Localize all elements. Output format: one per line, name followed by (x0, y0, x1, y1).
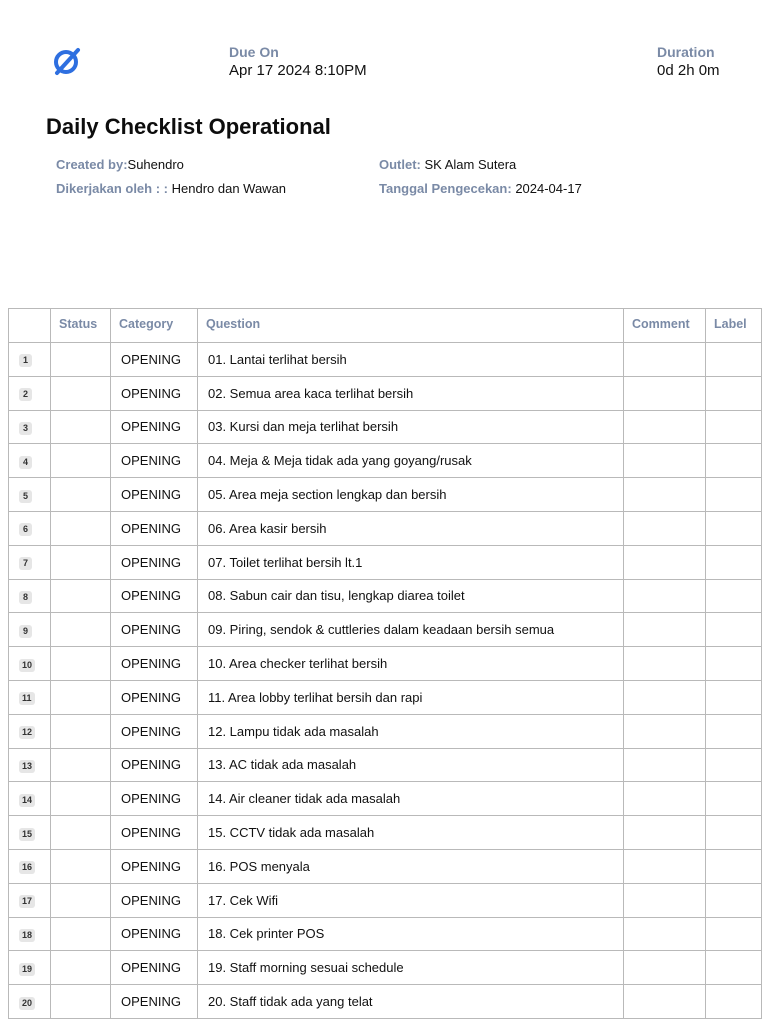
question-cell: 18. Cek printer POS (198, 917, 624, 951)
table-row (9, 478, 762, 512)
status-cell (51, 410, 111, 444)
comment-cell (624, 782, 706, 816)
status-cell (51, 917, 111, 951)
row-number-badge: 3 (19, 422, 32, 435)
status-cell (51, 343, 111, 377)
column-header-question: Question (198, 309, 624, 343)
row-number-badge: 17 (19, 895, 35, 908)
category-cell: OPENING (111, 917, 198, 951)
label-cell (706, 849, 762, 883)
column-header-label: Label (706, 309, 762, 343)
checklist-table (8, 308, 762, 1019)
row-number-badge: 2 (19, 388, 32, 401)
question-cell: 03. Kursi dan meja terlihat bersih (198, 410, 624, 444)
row-number-cell (9, 714, 51, 748)
row-number-cell (9, 343, 51, 377)
table-row (9, 917, 762, 951)
column-header-number (9, 309, 51, 343)
comment-cell (624, 410, 706, 444)
category-cell: OPENING (111, 883, 198, 917)
category-cell: OPENING (111, 579, 198, 613)
row-number-badge: 4 (19, 456, 32, 469)
row-number-badge: 19 (19, 963, 35, 976)
table-row (9, 680, 762, 714)
row-number-cell (9, 478, 51, 512)
comment-cell (624, 478, 706, 512)
status-cell (51, 444, 111, 478)
question-cell: 01. Lantai terlihat bersih (198, 343, 624, 377)
status-cell (51, 748, 111, 782)
duration-value: 0d 2h 0m (657, 62, 720, 79)
status-cell (51, 680, 111, 714)
question-cell: 15. CCTV tidak ada masalah (198, 816, 624, 850)
check-date-info (379, 181, 582, 197)
row-number-cell (9, 613, 51, 647)
status-cell (51, 714, 111, 748)
row-number-badge: 7 (19, 557, 32, 570)
comment-cell (624, 917, 706, 951)
row-number-cell (9, 376, 51, 410)
label-cell (706, 343, 762, 377)
row-number-cell (9, 444, 51, 478)
question-cell: 07. Toilet terlihat bersih lt.1 (198, 545, 624, 579)
category-cell: OPENING (111, 410, 198, 444)
row-number-cell (9, 410, 51, 444)
label-cell (706, 376, 762, 410)
question-cell: 06. Area kasir bersih (198, 511, 624, 545)
comment-cell (624, 343, 706, 377)
row-number-cell (9, 511, 51, 545)
row-number-badge: 16 (19, 861, 35, 874)
comment-cell (624, 748, 706, 782)
table-row (9, 951, 762, 985)
category-cell: OPENING (111, 376, 198, 410)
category-cell: OPENING (111, 478, 198, 512)
comment-cell (624, 579, 706, 613)
row-number-cell (9, 545, 51, 579)
row-number-badge: 9 (19, 625, 32, 638)
question-cell: 05. Area meja section lengkap dan bersih (198, 478, 624, 512)
label-cell (706, 511, 762, 545)
label-cell (706, 917, 762, 951)
row-number-cell (9, 917, 51, 951)
check-date-label: Tanggal Pengecekan: (379, 181, 512, 196)
row-number-badge: 8 (19, 591, 32, 604)
question-cell: 11. Area lobby terlihat bersih dan rapi (198, 680, 624, 714)
category-cell: OPENING (111, 951, 198, 985)
table-header-row (9, 309, 762, 343)
duration-block (657, 44, 720, 80)
status-cell (51, 883, 111, 917)
question-cell: 10. Area checker terlihat bersih (198, 647, 624, 681)
status-cell (51, 849, 111, 883)
comment-cell (624, 511, 706, 545)
row-number-cell (9, 849, 51, 883)
comment-cell (624, 680, 706, 714)
table-row (9, 849, 762, 883)
question-cell: 09. Piring, sendok & cuttleries dalam keadaan bersih semua (198, 613, 624, 647)
row-number-badge: 11 (19, 692, 35, 705)
label-cell (706, 985, 762, 1019)
category-cell: OPENING (111, 816, 198, 850)
comment-cell (624, 714, 706, 748)
question-cell: 17. Cek Wifi (198, 883, 624, 917)
comment-cell (624, 444, 706, 478)
row-number-badge: 10 (19, 659, 35, 672)
label-cell (706, 951, 762, 985)
row-number-cell (9, 985, 51, 1019)
category-cell: OPENING (111, 613, 198, 647)
row-number-cell (9, 579, 51, 613)
question-cell: 12. Lampu tidak ada masalah (198, 714, 624, 748)
row-number-badge: 1 (19, 354, 32, 367)
status-cell (51, 985, 111, 1019)
comment-cell (624, 985, 706, 1019)
comment-cell (624, 545, 706, 579)
row-number-badge: 5 (19, 490, 32, 503)
table-row (9, 376, 762, 410)
row-number-cell (9, 748, 51, 782)
status-cell (51, 816, 111, 850)
slashed-circle-logo-icon (52, 46, 82, 76)
row-number-cell (9, 680, 51, 714)
status-cell (51, 782, 111, 816)
table-row (9, 714, 762, 748)
row-number-badge: 20 (19, 997, 35, 1010)
table-row (9, 883, 762, 917)
label-cell (706, 545, 762, 579)
question-cell: 14. Air cleaner tidak ada masalah (198, 782, 624, 816)
table-row (9, 816, 762, 850)
row-number-cell (9, 782, 51, 816)
label-cell (706, 680, 762, 714)
table-row (9, 748, 762, 782)
created-by-info (56, 157, 184, 173)
table-row (9, 444, 762, 478)
comment-cell (624, 376, 706, 410)
category-cell: OPENING (111, 343, 198, 377)
due-on-value: Apr 17 2024 8:10PM (229, 62, 367, 79)
comment-cell (624, 613, 706, 647)
status-cell (51, 376, 111, 410)
due-on-label: Due On (229, 44, 279, 60)
label-cell (706, 410, 762, 444)
question-cell: 19. Staff morning sesuai schedule (198, 951, 624, 985)
table-row (9, 782, 762, 816)
status-cell (51, 545, 111, 579)
created-by-value: Suhendro (127, 157, 184, 172)
category-cell: OPENING (111, 714, 198, 748)
row-number-badge: 12 (19, 726, 35, 739)
category-cell: OPENING (111, 985, 198, 1019)
category-cell: OPENING (111, 748, 198, 782)
category-cell: OPENING (111, 782, 198, 816)
row-number-badge: 6 (19, 523, 32, 536)
status-cell (51, 579, 111, 613)
table-row (9, 511, 762, 545)
question-cell: 20. Staff tidak ada yang telat (198, 985, 624, 1019)
duration-label: Duration (657, 44, 715, 60)
column-header-status: Status (51, 309, 111, 343)
category-cell: OPENING (111, 444, 198, 478)
comment-cell (624, 951, 706, 985)
row-number-badge: 15 (19, 828, 35, 841)
question-cell: 04. Meja & Meja tidak ada yang goyang/rusak (198, 444, 624, 478)
outlet-info (379, 157, 516, 173)
created-by-label: Created by: (56, 157, 128, 172)
status-cell (51, 613, 111, 647)
label-cell (706, 478, 762, 512)
category-cell: OPENING (111, 680, 198, 714)
row-number-badge: 18 (19, 929, 35, 942)
label-cell (706, 816, 762, 850)
table-row (9, 647, 762, 681)
status-cell (51, 951, 111, 985)
question-cell: 16. POS menyala (198, 849, 624, 883)
label-cell (706, 748, 762, 782)
worked-by-info (56, 181, 286, 197)
label-cell (706, 444, 762, 478)
table-row (9, 613, 762, 647)
column-header-comment: Comment (624, 309, 706, 343)
label-cell (706, 782, 762, 816)
row-number-cell (9, 647, 51, 681)
status-cell (51, 647, 111, 681)
table-row (9, 343, 762, 377)
row-number-badge: 14 (19, 794, 35, 807)
status-cell (51, 478, 111, 512)
status-cell (51, 511, 111, 545)
table-row (9, 410, 762, 444)
row-number-cell (9, 951, 51, 985)
category-cell: OPENING (111, 545, 198, 579)
label-cell (706, 883, 762, 917)
row-number-cell (9, 816, 51, 850)
worked-by-label: Dikerjakan oleh : : (56, 181, 168, 196)
outlet-label: Outlet: (379, 157, 421, 172)
category-cell: OPENING (111, 849, 198, 883)
column-header-category: Category (111, 309, 198, 343)
comment-cell (624, 883, 706, 917)
page-title: Daily Checklist Operational (46, 114, 331, 139)
outlet-value: SK Alam Sutera (424, 157, 517, 172)
label-cell (706, 714, 762, 748)
category-cell: OPENING (111, 647, 198, 681)
question-cell: 08. Sabun cair dan tisu, lengkap diarea toilet (198, 579, 624, 613)
worked-by-value: Hendro dan Wawan (171, 181, 287, 196)
label-cell (706, 647, 762, 681)
category-cell: OPENING (111, 511, 198, 545)
table-row (9, 579, 762, 613)
row-number-cell (9, 883, 51, 917)
table-row (9, 985, 762, 1019)
label-cell (706, 613, 762, 647)
row-number-badge: 13 (19, 760, 35, 773)
table-row (9, 545, 762, 579)
comment-cell (624, 647, 706, 681)
due-on-block (229, 44, 367, 80)
question-cell: 02. Semua area kaca terlihat bersih (198, 376, 624, 410)
label-cell (706, 579, 762, 613)
comment-cell (624, 816, 706, 850)
question-cell: 13. AC tidak ada masalah (198, 748, 624, 782)
check-date-value: 2024-04-17 (515, 181, 582, 196)
comment-cell (624, 849, 706, 883)
